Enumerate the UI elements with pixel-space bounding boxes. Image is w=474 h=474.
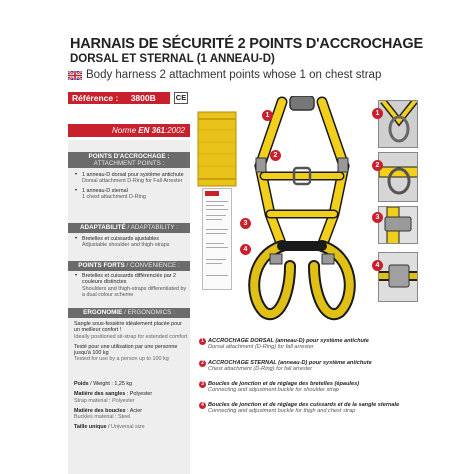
uk-flag-icon [68,71,82,80]
detail-badge-1: 1 [372,108,383,119]
ce-mark-icon: CE [175,93,187,102]
spec-row: Matière des sangles : Polyester Strap material : Polyester [74,391,153,404]
norme-code: EN 361 [138,126,165,135]
spec-label-en: Weight [93,381,110,387]
spec-value: Polyester [129,391,153,398]
legend-number: 3 [199,381,206,388]
callout-badge-2: 2 [270,150,281,161]
section-strengths-title-en: CONVENIENCE : [130,261,180,269]
section-adaptability-title-en: ADAPTABILITY : [130,223,178,231]
section-attachment-title-en: ATTACHMENT POINTS : [93,159,165,167]
norme-year: :2002 [164,126,185,135]
subtitle-text: Body harness 2 attachment points whose 1 on chest strap [86,69,382,81]
spec-label-en: Strap material [74,397,108,404]
legend-en: Chest attachment (D-Ring) for fall arrester [208,366,313,373]
spec-row: Taille unique / Universal size [74,424,145,431]
section-strengths-header: POINTS FORTS / CONVENIENCE : [68,261,190,271]
norme-label: Norme [112,126,137,135]
legend-en: Connecting and adjustment buckle for thigh and chest strap [208,408,356,415]
legend-number: 4 [199,402,206,409]
list-item [74,172,188,185]
legend-item-4 [201,402,408,415]
spec-value: 1,25 kg [114,381,133,387]
list-item [74,236,188,249]
item-fr: • Bretelles et cuissards ajustables [82,236,160,242]
product-title: HARNAIS DE SÉCURITÉ 2 POINTS D'ACCROCHAGE [70,36,423,52]
legend-item-1 [201,338,408,351]
spec-row: Matière des boucles : Acier Buckles material : Steel [74,407,143,421]
product-label-image [202,188,232,290]
section-adaptability-header: ADAPTABILITÉ / ADAPTABILITY : [68,223,190,233]
ergonomics-para2-en: Tested for use by a person up to 100 kg [74,356,169,363]
spec-row: Poids / Weight : 1,25 kg [74,381,133,387]
item-en: Dorsal attachment D-Ring for Fall Arrester [82,178,183,185]
legend-fr: ACCROCHAGE STERNAL (anneau-D) pour système antichute [208,360,372,366]
section-ergonomics-title-en: ERGONOMICS : [127,308,175,316]
attachment-list [74,172,188,203]
callout-badge-4: 4 [240,244,251,255]
ergonomics-para1: Sangle sous-fessière idéalement placée pour un meilleur confort ! [74,321,182,334]
legend-number: 1 [199,338,206,345]
legend-en: Dorsal attachment (D-Ring) for fall arrester [208,344,314,351]
strengths-list [74,273,188,301]
legend-item-3 [201,381,408,394]
detail-badge-4: 4 [372,260,383,271]
detail-dorsal-ring-image [378,100,418,148]
product-title-sub: DORSAL ET STERNAL (1 ANNEAU-D) [70,53,275,65]
legend-item-2 [201,360,408,373]
section-attachment-header [68,152,190,168]
ergonomics-para1-en: Ideally positioned sit-strap for extended comfort [74,333,188,340]
item-en: Adjustable shoulder and thigh-straps [82,242,170,249]
item-en: 1 chest attachment D-Ring [82,193,146,200]
callout-badge-3: 3 [240,218,251,229]
reference-bar [68,92,170,104]
detail-shoulder-buckle-image [378,206,418,244]
harness-image [230,96,376,328]
reference-label: Référence : [72,93,119,103]
section-strengths-title: POINTS FORTS [78,261,125,269]
item-fr: • 1 anneau-D dorsal pour système antichute [82,172,184,178]
spec-label: Matière des sangles [74,391,126,398]
legend-fr: ACCROCHAGE DORSAL (anneau-D) pour système antichute [208,338,369,344]
legend-number: 2 [199,360,206,367]
ergonomics-text [74,321,188,363]
english-subtitle [68,69,381,81]
spec-label: Poids [74,381,89,387]
reference-value: 3800B [130,93,156,103]
ergonomics-para2: Testé pour une utilisation par une personne jusqu'à 100 kg [74,343,178,357]
detail-thigh-buckle-image [378,252,418,302]
detail-badge-2: 2 [372,160,383,171]
section-ergonomics-title: ERGONOMIE [83,308,123,316]
list-item [74,188,188,201]
detail-chest-ring-image [378,152,418,202]
norme-bar [68,124,190,137]
section-ergonomics-header: ERGONOMIE / ERGONOMICS : [68,308,190,318]
item-fr: • Bretelles et cuissards différenciés par 2 couleurs distinctes [82,273,176,286]
spec-label-en: Universal size [111,424,145,431]
spec-value-en: Polyester [112,397,135,404]
spec-label-en: Buckles material [74,414,114,421]
spec-value-fr: Acier [129,407,143,414]
item-fr: • 1 anneau-D sternal [82,187,128,194]
section-adaptability-title: ADAPTABILITÉ [80,223,126,231]
spec-list [74,381,188,431]
list-item [74,273,188,298]
legend-fr: Boucles de jonction et de réglage des bretelles (épaules) [208,381,360,387]
legend-fr: Boucles de jonction et de réglage des cuissards et de la sangle sternale [208,402,400,408]
callout-badge-1: 1 [262,110,273,121]
spec-label: Matière des boucles [74,407,126,414]
legend-en: Connecting and adjustment buckle for shoulder strap [208,387,339,394]
adaptability-list [74,236,188,252]
spec-label: Taille unique [74,424,107,431]
detail-badge-3: 3 [372,212,383,223]
item-en: Shoulders and thigh-straps differentiated by a dual colour scheme [82,285,187,298]
section-attachment-title: POINTS D'ACCROCHAGE : [88,153,170,160]
spec-value: Steel [118,414,131,421]
